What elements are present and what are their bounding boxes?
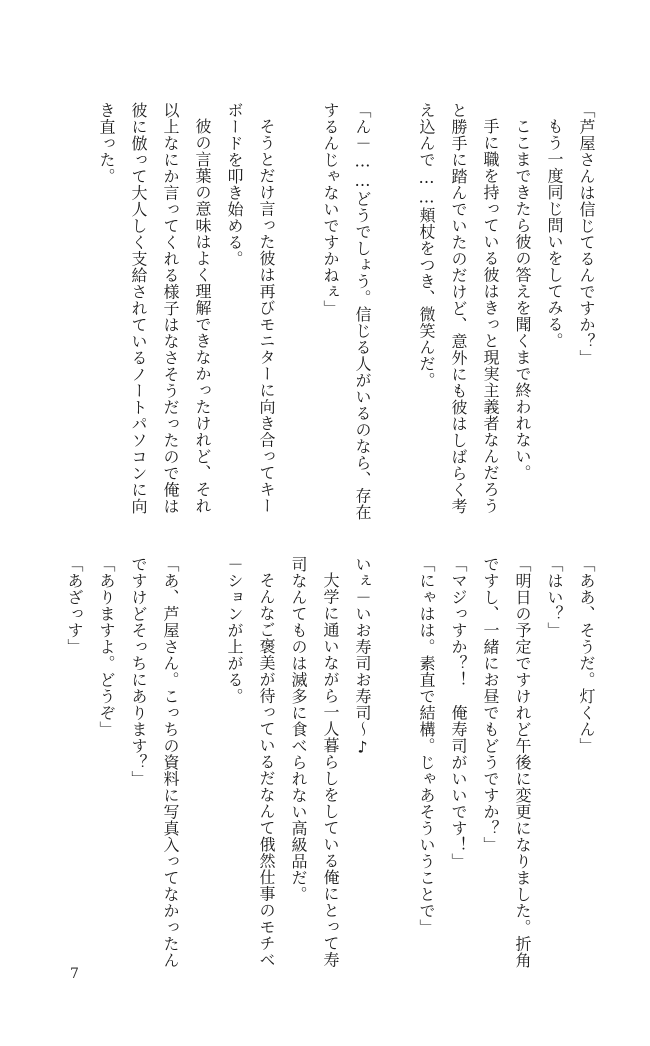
text-line: －ションが上がる。 <box>225 556 244 705</box>
text-line: 「芦屋さんは信じてるんですか？」 <box>577 102 596 366</box>
text-line: 大学に通いながら一人暮らしをしている俺にとって寿 <box>321 572 340 968</box>
page-number: 7 <box>70 966 79 982</box>
text-line: ですし、一緒にお昼でもどうですか？」 <box>481 556 500 853</box>
text-line: 「あざっす」 <box>65 556 84 655</box>
text-line: 「マジっすか？！ 俺寿司がいいです！」 <box>449 556 468 870</box>
text-line: そうとだけ言った彼は再びモニターに向き合ってキー <box>257 118 276 514</box>
text-line: 「あ、芦屋さん。こっちの資料に写真入ってなかったん <box>161 556 180 969</box>
text-line: 以上なにか言ってくれる様子はなさそうだったので俺は <box>161 102 180 515</box>
text-block-bottom <box>50 556 596 969</box>
text-line: するんじゃないですかねぇ」 <box>321 102 340 317</box>
text-line: 「ありますよ。どうぞ」 <box>97 556 116 738</box>
text-block-top <box>82 102 596 521</box>
text-line: いぇ－いお寿司お寿司～♪ <box>353 556 372 757</box>
text-line: 「明日の予定ですけれど午後に変更になりました。折角 <box>513 556 532 969</box>
text-line: ですけどそっちにあります？」 <box>129 556 148 787</box>
text-line: 彼の言葉の意味はよく理解できなかったけれど、それ <box>193 118 212 514</box>
text-line: 手に職を持っている彼はきっと現実主義者なんだろう <box>481 118 500 514</box>
text-line: 「ああ、そうだ。灯くん」 <box>577 556 596 754</box>
text-line: 「はい？」 <box>545 556 564 639</box>
text-line: そんなご褒美が待っているだなんて俄然仕事のモチベ <box>257 572 276 968</box>
text-line: 司なんてものは滅多に食べられない高級品だ。 <box>289 556 308 903</box>
text-line: え込んで……頬杖をつき、微笑んだ。 <box>417 102 436 389</box>
text-line: もう一度同じ問いをしてみる。 <box>545 118 564 349</box>
text-line: ボードを叩き始める。 <box>225 102 244 267</box>
text-line: と勝手に踏んでいたのだけど、意外にも彼はしばらく考 <box>449 102 468 515</box>
text-line: 「にゃはは。素直で結構。じゃあそういうことで」 <box>417 556 436 936</box>
text-line: き直った。 <box>97 102 116 185</box>
text-line: 「ん－……どうでしょう。信じる人がいるのなら、存在 <box>353 102 372 521</box>
text-line: ここまできたら彼の答えを聞くまで終われない。 <box>513 118 532 481</box>
text-line: 彼に倣って大人しく支給されているノートパソコンに向 <box>129 102 148 515</box>
